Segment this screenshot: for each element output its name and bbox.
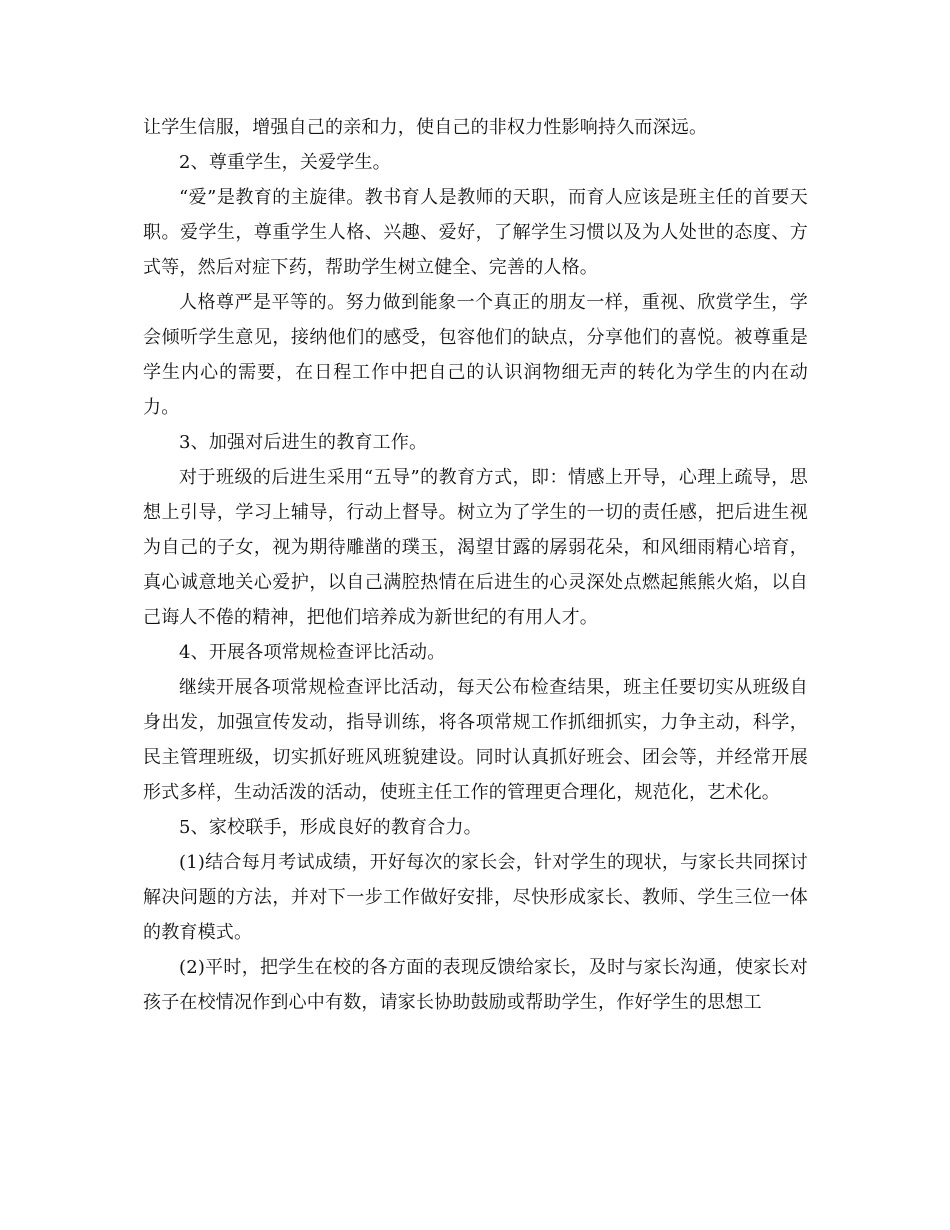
section-heading-3: 3、加强对后进生的教育工作。 — [179, 432, 428, 453]
paragraph: “爱”是教育的主旋律。教书育人是教师的天职，而育人应该是班主任的首要天职。爱学生，尊重学生人格、兴趣、爱好，了解学生习惯以及为人处世的态度、方式等，然后对症下药，帮助学生树立健全、完善的人格。 — [143, 187, 808, 278]
paragraph-continuation: 让学生信服，增强自己的亲和力，使自己的非权力性影响持久而深远。 — [143, 117, 708, 138]
paragraph: 继续开展各项常规检查评比活动，每天公布检查结果，班主任要切实从班级自身出发，加强宣传发动，指导训练，将各项常规工作抓细抓实，力争主动，科学，民主管理班级，切实抓好班风班貌建设。同时认真抓好班会、团会等，并经常开展形式多样，生动活泼的活动，使班主任工作的管理更合理化，规范化，艺术化。 — [143, 677, 808, 803]
paragraph: 对于班级的后进生采用“五导”的教育方式，即：情感上开导，心理上疏导，思想上引导，学习上辅导，行动上督导。树立为了学生的一切的责任感，把后进生视为自己的子女，视为期待雕凿的璞玉，渴望甘露的孱弱花朵，和风细雨精心培育，真心诚意地关心爱护，以自己满腔热情在后进生的心灵深处点燃起熊熊火焰，以自己诲人不倦的精神，把他们培养成为新世纪的有用人才。 — [143, 467, 808, 628]
document-body — [143, 110, 808, 1020]
section-heading-4: 4、开展各项常规检查评比活动。 — [179, 642, 446, 663]
paragraph: 人格尊严是平等的。努力做到能象一个真正的朋友一样，重视、欣赏学生，学会倾听学生意见，接纳他们的感受，包容他们的缺点，分享他们的喜悦。被尊重是学生内心的需要，在日程工作中把自己的认识润物细无声的转化为学生的内在动力。 — [143, 292, 808, 418]
paragraph: (2)平时，把学生在校的各方面的表现反馈给家长，及时与家长沟通，使家长对孩子在校情况作到心中有数，请家长协助鼓励或帮助学生，作好学生的思想工 — [143, 957, 808, 1013]
paragraph: (1)结合每月考试成绩，开好每次的家长会，针对学生的现状，与家长共同探讨解决问题的方法，并对下一步工作做好安排，尽快形成家长、教师、学生三位一体的教育模式。 — [143, 852, 808, 943]
section-heading-2: 2、尊重学生，关爱学生。 — [179, 152, 391, 173]
section-heading-5: 5、家校联手，形成良好的教育合力。 — [179, 817, 482, 838]
